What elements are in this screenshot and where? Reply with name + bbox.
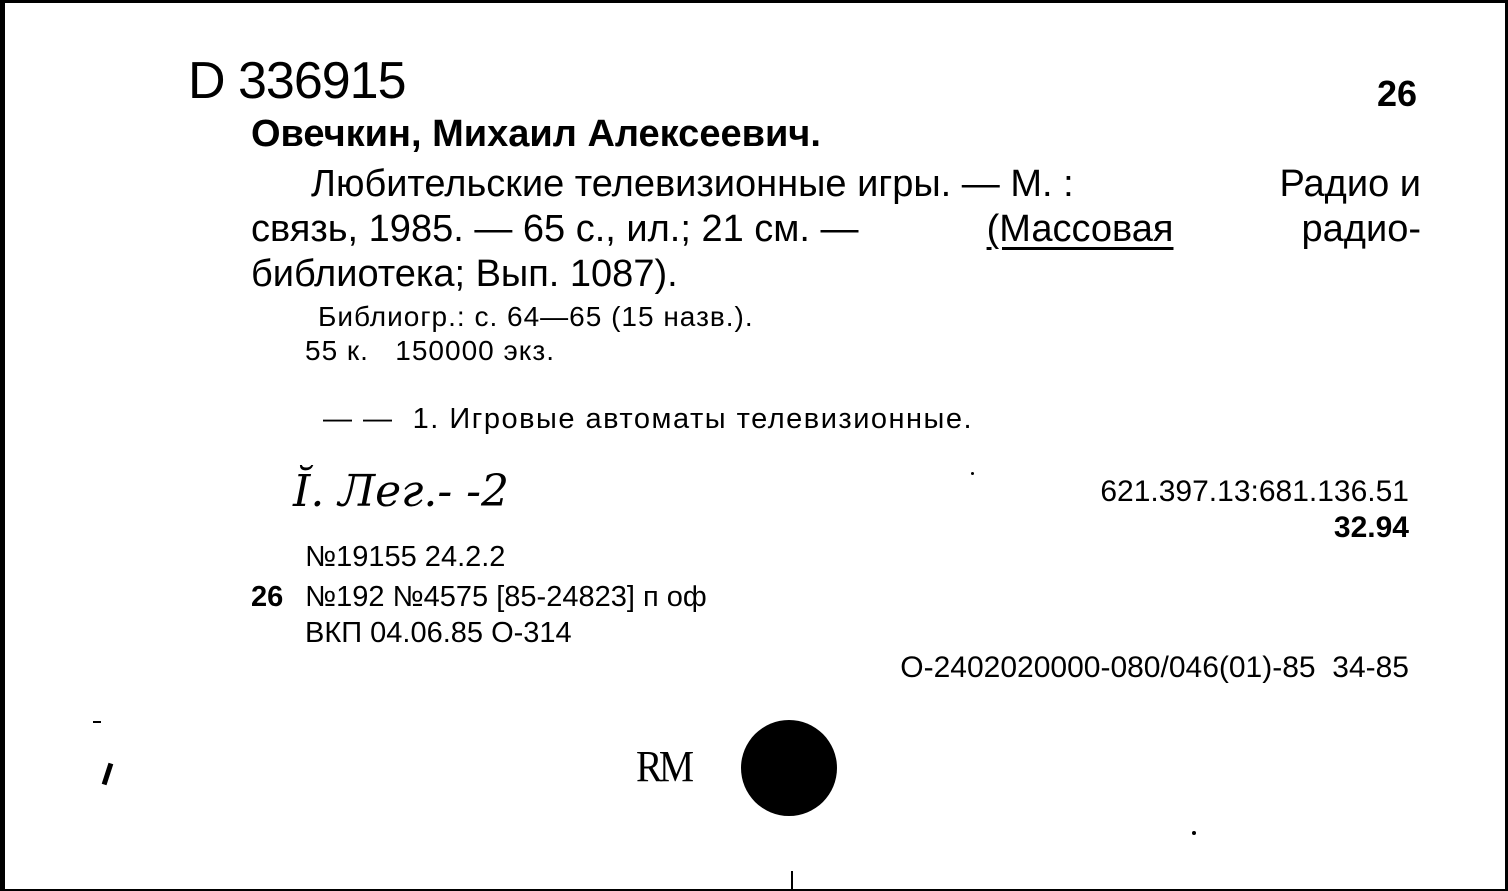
title-line-3: библиотека; Вып. 1087). <box>251 253 678 295</box>
subject-heading: — — 1. Игровые автоматы телевизионные. <box>323 403 974 435</box>
vkp-line: ВКП 04.06.85 О-314 <box>305 617 572 649</box>
record-number: №19155 24.2.2 <box>305 541 506 573</box>
udc-index: 621.397.13:681.136.51 <box>1100 475 1409 508</box>
scan-speck <box>971 472 974 475</box>
copies-count-top: 26 <box>1377 73 1418 114</box>
copies-count: 26 <box>251 581 284 613</box>
title-line-1-right: Радио и <box>1279 163 1421 205</box>
bibliography-note: Библиогр.: с. 64—65 (15 назв.). <box>318 301 754 332</box>
price-and-print-run: 55 к. 150000 экз. <box>305 335 555 366</box>
scan-speck <box>102 763 114 785</box>
title-line-1 <box>311 163 1421 206</box>
rm-stamp: RM <box>636 742 691 791</box>
title-line-2 <box>251 208 1421 251</box>
title-line-2-right: радио- <box>1301 208 1421 250</box>
bbk-index: 32.94 <box>1333 511 1409 544</box>
scan-speck <box>791 871 793 891</box>
scan-speck <box>1192 831 1196 835</box>
filled-circle-mark <box>741 720 837 816</box>
handwritten-note: Ĭ. Лег.- -2 <box>293 466 510 517</box>
author-heading: Овечкин, Михаил Алексеевич. <box>251 113 821 155</box>
record-line-2: №192 №4575 [85-24823] п оф <box>305 581 707 613</box>
publisher-code: О-2402020000-080/046(01)-85 34-85 <box>900 651 1409 684</box>
series-name: (Массовая <box>986 208 1174 250</box>
scan-speck <box>93 721 101 723</box>
title-line-2-left: связь, 1985. — 65 с., ил.; 21 см. — <box>251 208 859 250</box>
call-number: D 336915 <box>188 52 406 110</box>
title-line-1-left: Любительские телевизионные игры. — М. : <box>311 163 1074 205</box>
